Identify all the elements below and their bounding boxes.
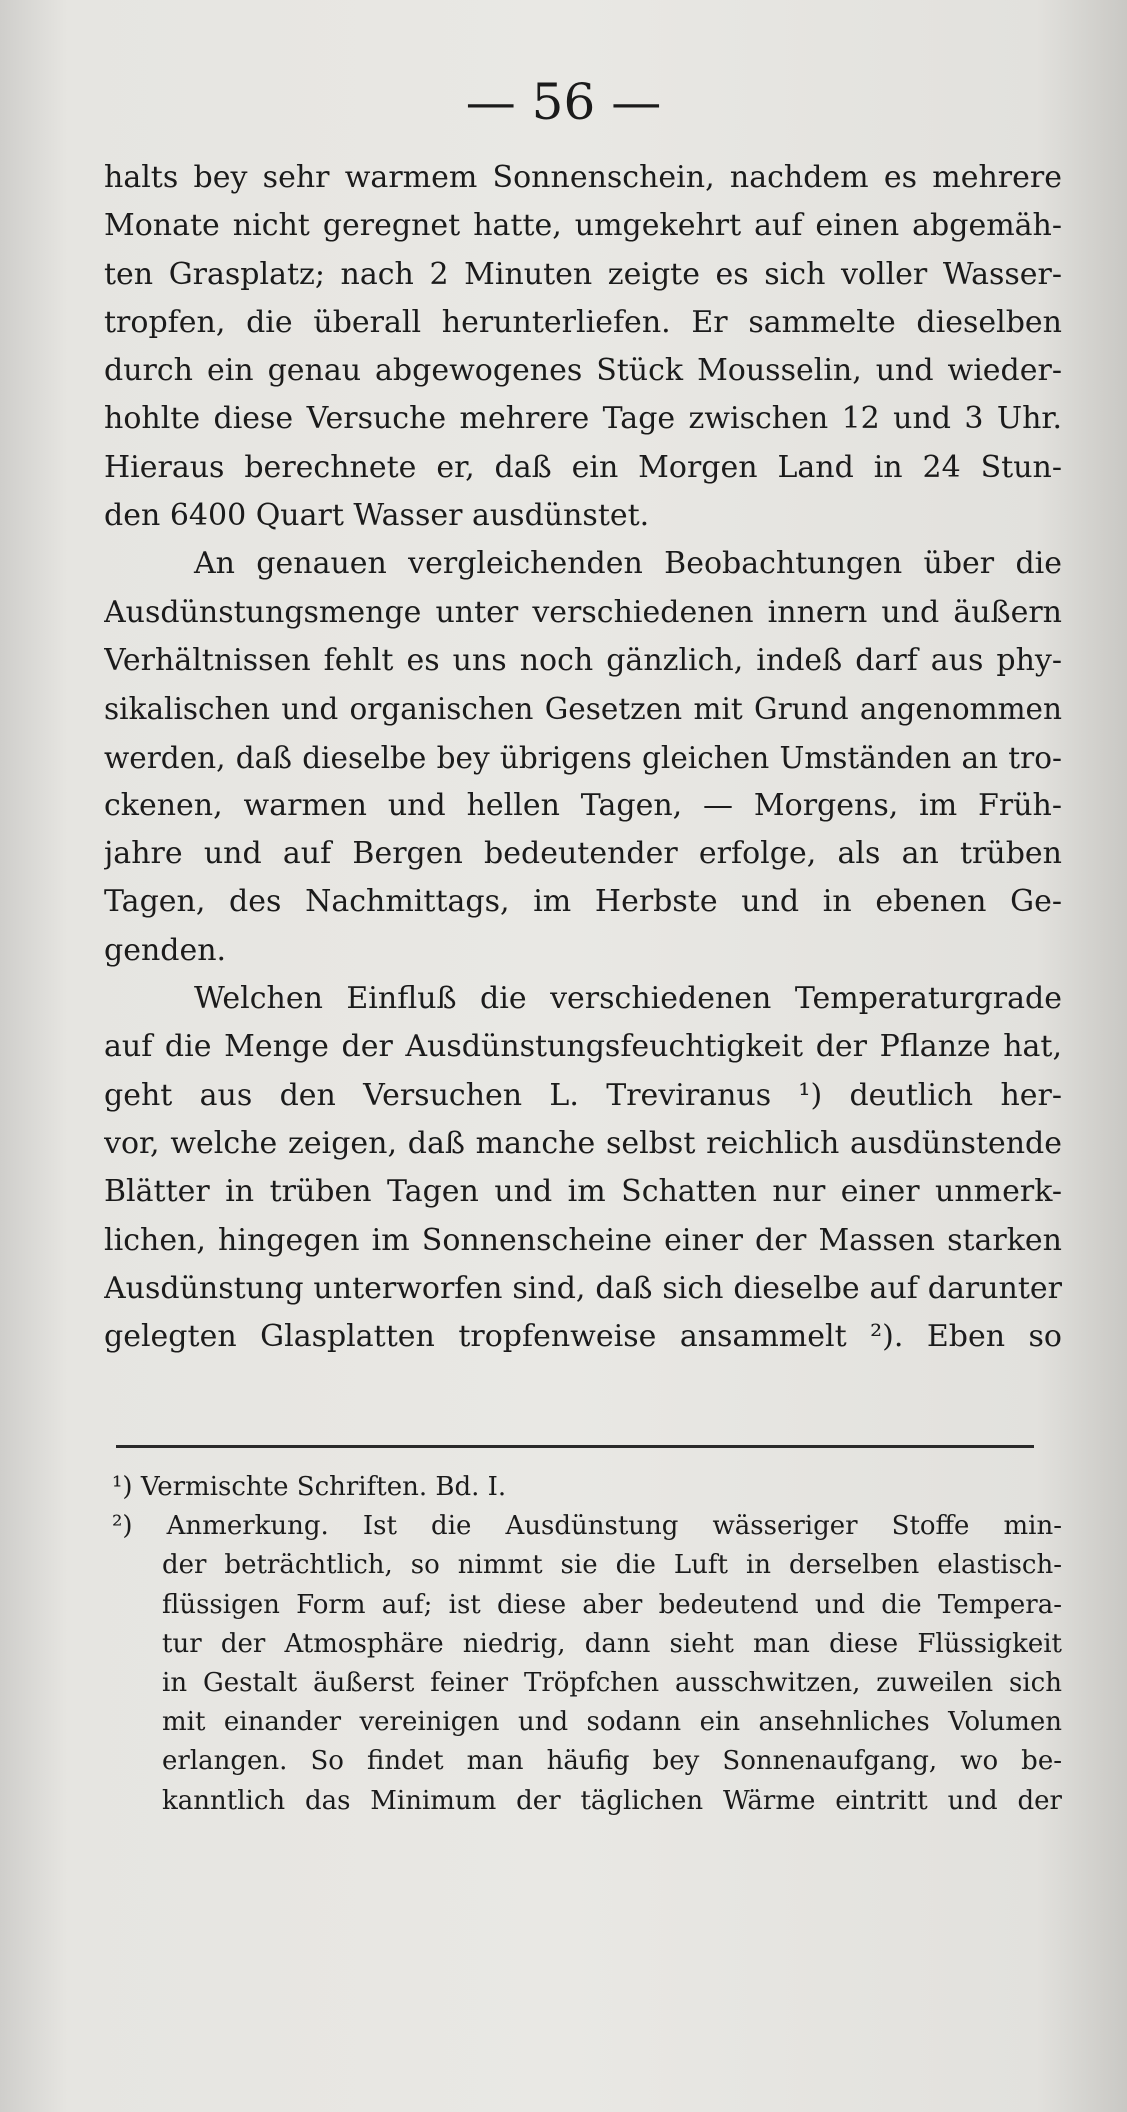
text-line: vor, welche zeigen, daß manche selbst reichlich ausdünstende — [104, 1125, 1062, 1161]
text-line: hohlte diese Versuche mehrere Tage zwischen 12 und 3 Uhr. — [104, 401, 1062, 437]
footnote-line: in Gestalt äußerst feiner Tröpfchen ausschwitzen, zuweilen sich — [162, 1667, 1062, 1698]
text-line: Welchen Einfluß die verschiedenen Temperaturgrade — [194, 981, 1062, 1017]
text-line: geht aus den Versuchen L. Treviranus ¹) deutlich her- — [104, 1077, 1062, 1113]
footnotes — [112, 1468, 1062, 1821]
text-line: jahre und auf Bergen bedeutender erfolge, als an trüben — [104, 836, 1062, 872]
text-line: tropfen, die überall herunterliefen. Er sammelte dieselben — [104, 304, 1062, 340]
footnote-divider — [116, 1445, 1034, 1448]
text-line: halts bey sehr warmem Sonnenschein, nachdem es mehrere — [104, 160, 1062, 195]
text-line: sikalischen und organischen Gesetzen mit Grund angenommen — [104, 692, 1062, 727]
text-line: lichen, hingegen im Sonnenscheine einer der Massen starken — [104, 1222, 1062, 1258]
text-line: Hieraus berechnete er, daß ein Morgen Land in 24 Stun- — [104, 449, 1062, 485]
footnote-line: kanntlich das Minimum der täglichen Wärme eintritt und der — [162, 1785, 1062, 1816]
footnote-line: tur der Atmosphäre niedrig, dann sieht man diese Flüssigkeit — [162, 1628, 1062, 1659]
page-number: — 56 — — [465, 73, 662, 131]
text-line: Ausdünstung unterworfen sind, daß sich dieselbe auf darunter — [104, 1270, 1062, 1306]
text-line: durch ein genau abgewogenes Stück Mousselin, und wieder- — [104, 353, 1062, 389]
footnote-line: flüssigen Form auf; ist diese aber bedeutend und die Tempera- — [162, 1589, 1062, 1620]
text-line: Verhältnissen fehlt es uns noch gänzlich, indeß darf aus phy- — [104, 642, 1062, 678]
footnote-line: mit einander vereinigen und sodann ein ansehnliches Volumen — [162, 1707, 1062, 1738]
text-line: gelegten Glasplatten tropfenweise ansammelt ²). Eben so — [104, 1319, 1062, 1355]
text-line: Monate nicht geregnet hatte, umgekehrt auf einen abgemäh- — [104, 208, 1062, 244]
footnote-line: ²) Anmerkung. Ist die Ausdünstung wässeriger Stoffe min- — [112, 1511, 1062, 1542]
text-line: Blätter in trüben Tagen und im Schatten nur einer unmerk- — [104, 1174, 1062, 1210]
text-line: ckenen, warmen und hellen Tagen, — Morgens, im Früh- — [104, 787, 1062, 823]
text-line: Ausdünstungsmenge unter verschiedenen innern und äußern — [104, 594, 1062, 630]
text-line: An genauen vergleichenden Beobachtungen über die — [194, 546, 1062, 582]
text-line: den 6400 Quart Wasser ausdünstet. — [104, 498, 650, 534]
footnote-line: der beträchtlich, so nimmt sie die Luft in derselben elastisch- — [162, 1550, 1062, 1581]
footnote-line: ¹) Vermischte Schriften. Bd. I. — [112, 1472, 507, 1502]
footnote-line: erlangen. So findet man häufig bey Sonnenaufgang, wo be- — [162, 1746, 1062, 1777]
main-text — [104, 154, 1062, 1361]
text-line: genden. — [104, 932, 227, 968]
text-line: auf die Menge der Ausdünstungsfeuchtigkeit der Pflanze hat, — [104, 1029, 1062, 1065]
text-line: Tagen, des Nachmittags, im Herbste und in ebenen Ge- — [104, 884, 1062, 920]
text-line: werden, daß dieselbe bey übrigens gleichen Umständen an tro- — [104, 740, 1062, 775]
text-line: ten Grasplatz; nach 2 Minuten zeigte es sich voller Wasser- — [104, 256, 1062, 292]
